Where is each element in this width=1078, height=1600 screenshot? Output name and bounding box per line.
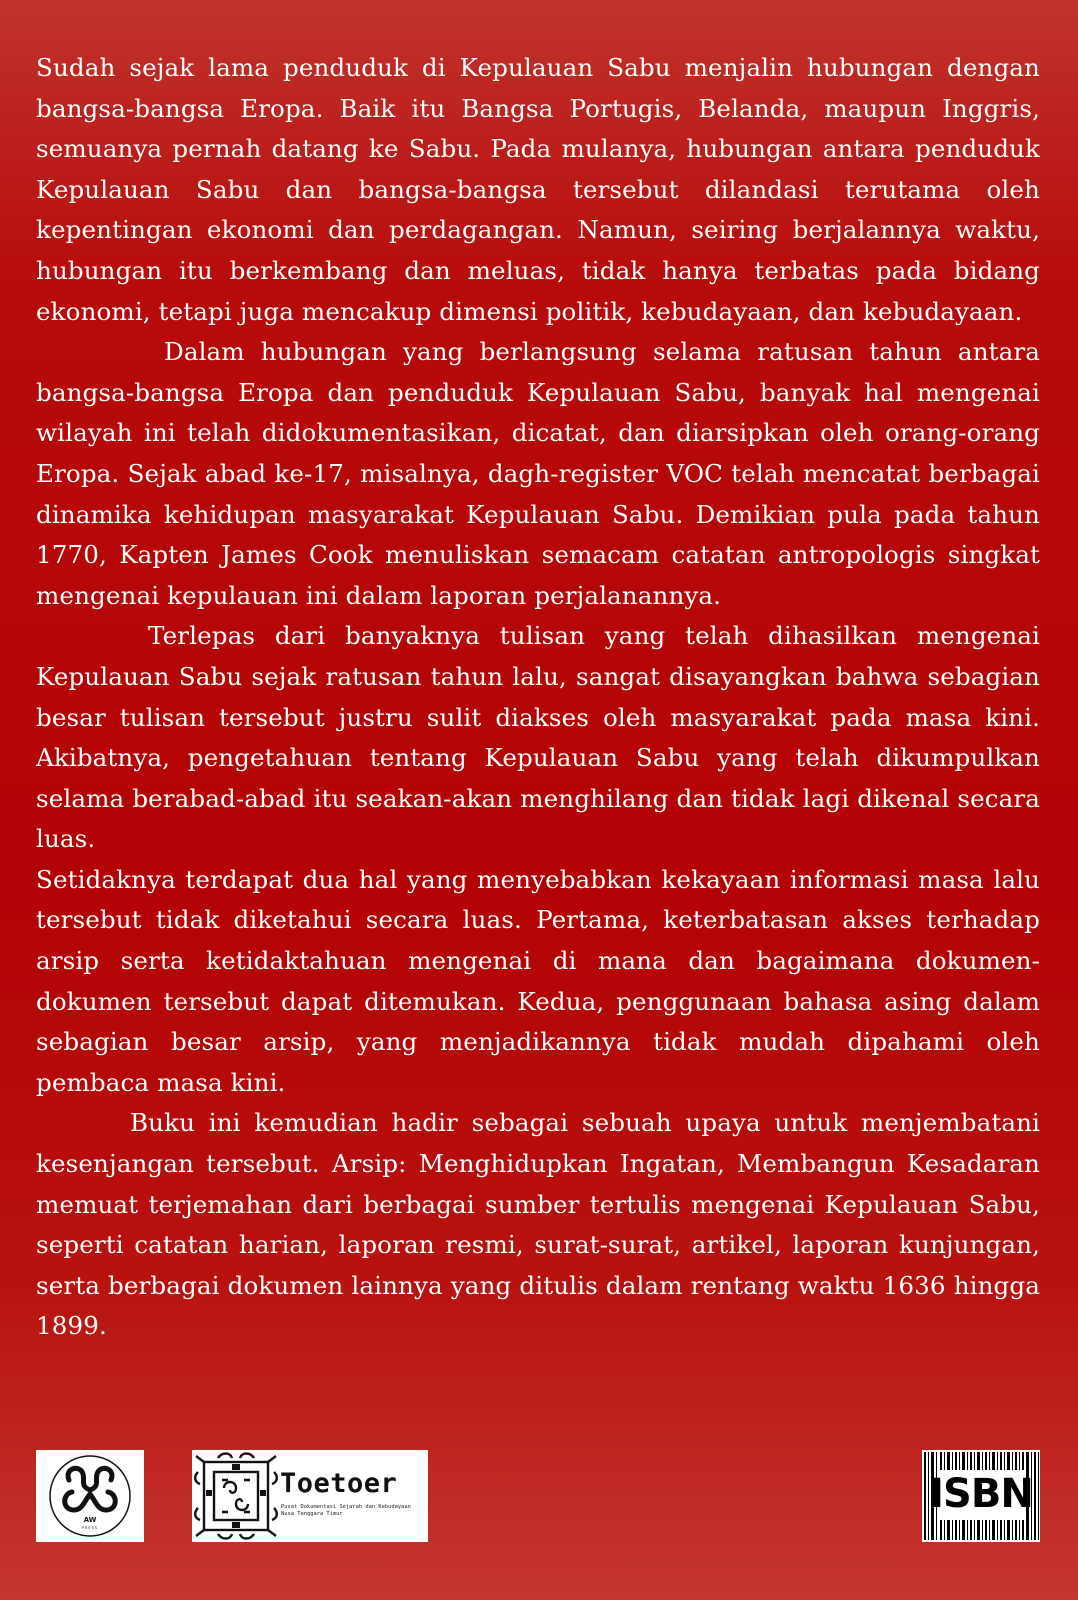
aw-press-logo bbox=[36, 1450, 144, 1542]
aw-press-label: PRESS bbox=[81, 1526, 99, 1530]
paragraph-4: Setidaknya terdapat dua hal yang menyebabkan kekayaan informasi masa lalu tersebut tidak diketahui secara luas. Pertama, keterbatasan akses terhadap arsip serta ketidaktahuan mengenai di mana dan bagaimana dokumen-dokumen tersebut dapat ditemukan. Kedua, penggunaan bahasa asing dalam sebagian besar arsip, yang menjadikannya tidak mudah dipahami oleh pembaca masa kini. bbox=[36, 864, 1040, 1097]
aw-monogram-text: AW bbox=[83, 1516, 97, 1524]
isbn-barcode bbox=[922, 1450, 1040, 1542]
paragraph-5: Buku ini kemudian hadir sebagai sebuah upaya untuk menjembatani kesenjangan tersebut. Arsip: Menghidupkan Ingatan, Membangun Kesadaran memuat terjemahan dari berbagai sumber tertulis mengenai Kepulauan Sabu, seperti catatan harian, laporan resmi, surat-surat, artikel, laporan kunjungan, serta berbagai dokumen lainnya yang ditulis dalam rentang waktu 1636 hingga 1899. bbox=[36, 1108, 1040, 1341]
paragraph-3: Terlepas dari banyaknya tulisan yang telah dihasilkan mengenai Kepulauan Sabu sejak ratusan tahun lalu, sangat disayangkan bahwa sebagian besar tulisan tersebut justru sulit diakses oleh masyarakat pada masa kini. Akibatnya, pengetahuan tentang Kepulauan Sabu yang telah dikumpulkan selama berabad-abad itu seakan-akan menghilang dan tidak lagi dikenal secara luas. bbox=[36, 621, 1040, 854]
paragraph-1: Sudah sejak lama penduduk di Kepulauan Sabu menjalin hubungan dengan bangsa-bangsa Eropa. Baik itu Bangsa Portugis, Belanda, maupun Inggris, semuanya pernah datang ke Sabu. Pada mulanya, hubungan antara penduduk Kepulauan Sabu dan bangsa-bangsa tersebut dilandasi terutama oleh kepentingan ekonomi dan perdagangan. Namun, seiring berjalannya waktu, hubungan itu berkembang dan meluas, tidak hanya terbatas pada bidang ekonomi, tetapi juga mencakup dimensi politik, kebudayaan, dan kebudayaan. bbox=[36, 53, 1040, 326]
toetoer-subtitle bbox=[281, 1504, 425, 1518]
toetoer-subtitle-line2: Nusa Tenggara Timur bbox=[281, 1511, 343, 1517]
aw-press-emblem bbox=[36, 1450, 144, 1542]
paragraph-2: Dalam hubungan yang berlangsung selama ratusan tahun antara bangsa-bangsa Eropa dan penduduk Kepulauan Sabu, banyak hal mengenai wilayah ini telah didokumentasikan, dicatat, dan diarsipkan oleh orang-orang Eropa. Sejak abad ke-17, misalnya, dagh-register VOC telah mencatat berbagai dinamika kehidupan masyarakat Kepulauan Sabu. Demikian pula pada tahun 1770, Kapten James Cook menuliskan semacam catatan antropologis singkat mengenai kepulauan ini dalam laporan perjalanannya. bbox=[36, 337, 1040, 610]
toetoer-name: Toetoer bbox=[280, 1468, 398, 1499]
back-cover-text bbox=[36, 48, 1040, 1347]
publisher-logos bbox=[36, 1450, 1040, 1542]
toetoer-logo bbox=[192, 1450, 428, 1542]
isbn-label: ISBN bbox=[929, 1471, 1033, 1517]
toetoer-ornament-icon bbox=[192, 1450, 282, 1542]
toetoer-subtitle-line1: Pusat Dokumentasi Sejarah dan Kebudayaan bbox=[281, 1504, 411, 1510]
